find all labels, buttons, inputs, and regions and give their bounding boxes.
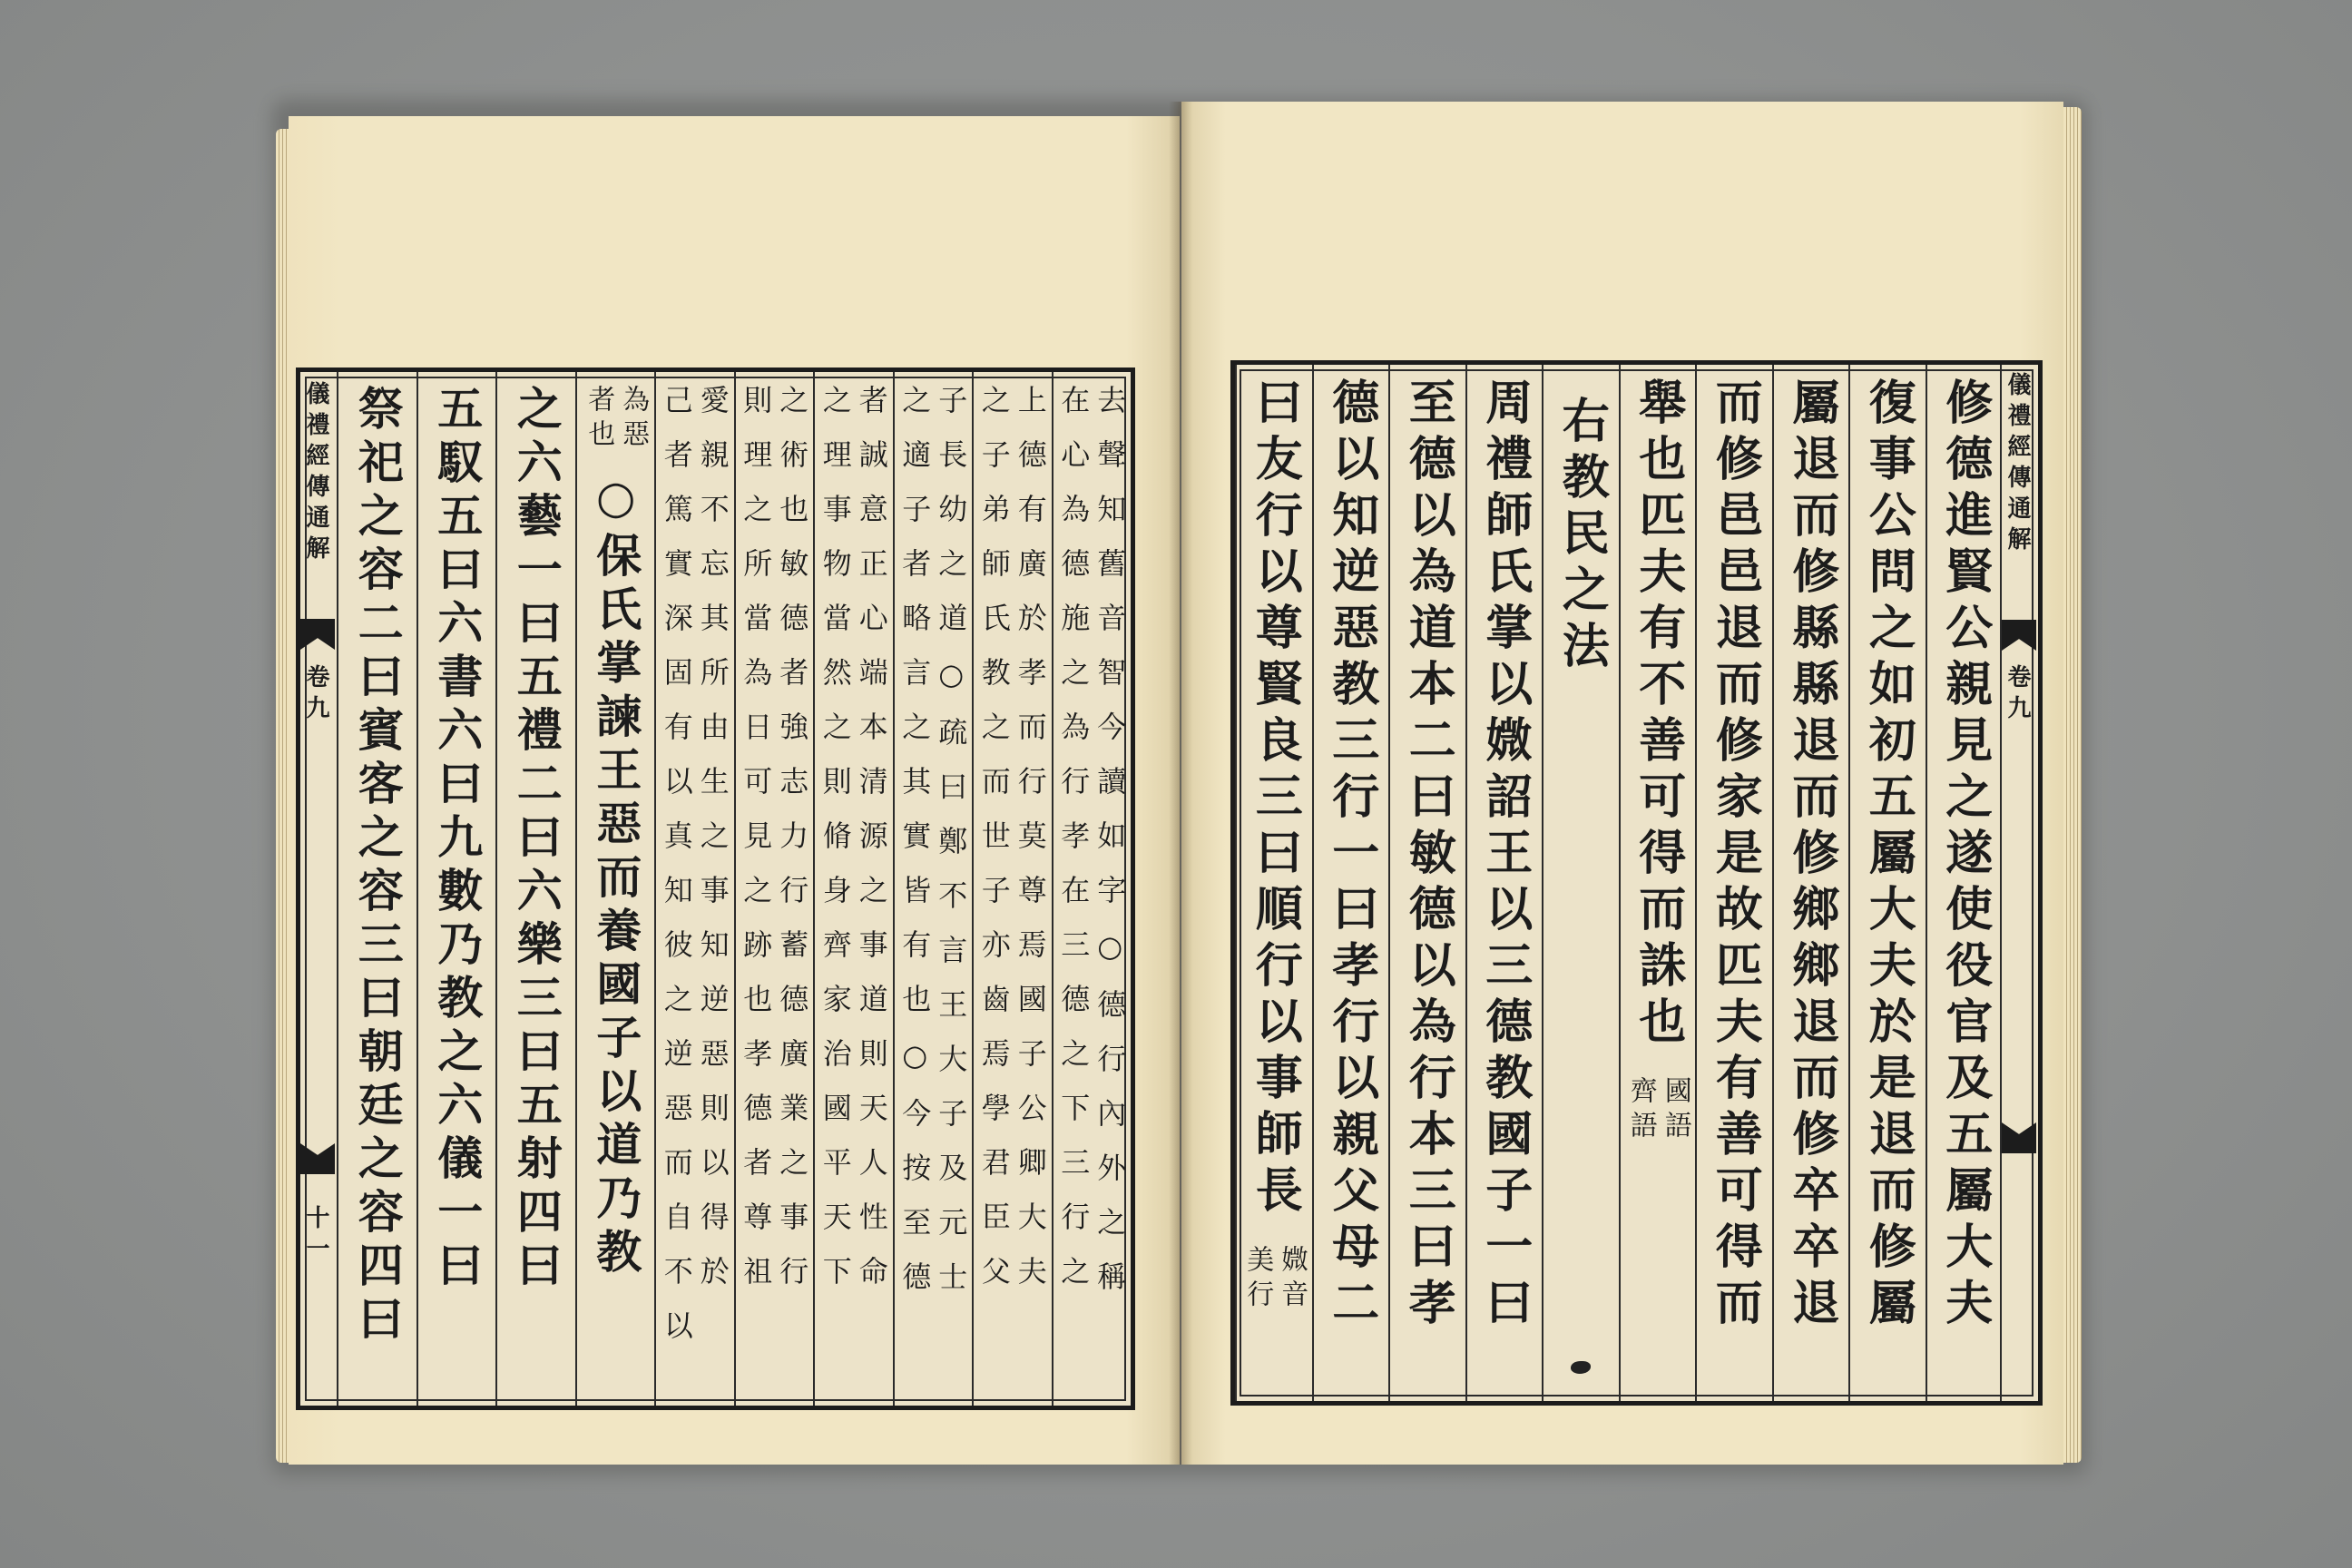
commentary-column (972, 372, 1052, 1406)
text-columns (337, 372, 1131, 1406)
right-text-frame (1230, 360, 2043, 1406)
commentary-pair (976, 385, 1048, 1310)
book-title: 儀禮經傳通解 (302, 381, 329, 566)
fold-margin (300, 372, 338, 1406)
annotation-subcolumn: 媺音 (1276, 1245, 1308, 1314)
main-text: 德以知逆惡教三行一曰孝行以親父母二 (1323, 377, 1379, 1334)
commentary-pair (659, 385, 730, 1365)
commentary-subcolumn: 者誠意正心端本清源之事道則天人性命 (854, 385, 889, 1310)
commentary-subcolumn: 己者篤實深固有以真知彼之逆惡而自不以 (659, 385, 694, 1365)
commentary-subcolumn: 之術也敏德者強志力行蓄德廣業之事行 (775, 385, 810, 1310)
main-text: 之六藝一曰五禮二曰六樂三曰五射四曰 (509, 385, 564, 1295)
text-column (1848, 365, 1926, 1401)
text-column (495, 372, 575, 1406)
commentary-subcolumn: 之子弟師氏教之而世子亦齒焉學君臣父 (976, 385, 1012, 1310)
main-text: 而修邑邑退而修家是故匹夫有善可得而 (1707, 377, 1763, 1334)
text-column (1619, 365, 1696, 1401)
fishtail-mark (300, 1143, 335, 1174)
text-column (1695, 365, 1772, 1401)
commentary-column (734, 372, 814, 1406)
commentary-subcolumn: 上德有廣於孝而行莫尊焉國子公卿大夫 (1013, 385, 1048, 1310)
source-note (1624, 1076, 1691, 1145)
commentary-column (893, 372, 973, 1406)
volume-number: 卷九 (302, 664, 329, 726)
main-text: 五馭五曰六書六曰九數乃教之六儀一曰 (430, 385, 485, 1295)
commentary-subcolumn: 之適子者略言之其實皆有也○今按至德 (897, 385, 933, 1316)
commentary-subcolumn: 愛親不忘其所由生之事知逆惡則以得於 (695, 385, 730, 1310)
text-column (416, 372, 496, 1406)
main-text: 曰友行以尊賢良三曰順行以事師長 (1247, 377, 1303, 1221)
commentary-column (1052, 372, 1132, 1406)
main-text: ○保氏掌諫王惡而養國子以道乃教 (589, 470, 643, 1281)
text-column (1235, 365, 1312, 1401)
main-text: 復事公問之如初五屬大夫於是退而修屬 (1860, 377, 1916, 1334)
book-title: 儀禮經傳通解 (2004, 372, 2031, 557)
fold-margin (2000, 365, 2038, 1401)
commentary-subcolumn: 去聲知舊音智今讀如字○德行內外之稱 (1093, 385, 1128, 1316)
main-text: 修德進賢公親見之遂使役官及五屬大夫 (1936, 377, 1993, 1334)
fishtail-mark (2002, 1122, 2036, 1153)
ink-mark (1571, 1361, 1591, 1374)
text-column (1465, 365, 1543, 1401)
left-page (289, 116, 1180, 1465)
main-text: 至德以為道本二曰敏德以為行本三曰孝 (1400, 377, 1456, 1334)
right-page (1181, 102, 2063, 1465)
text-column (337, 372, 416, 1406)
commentary-subcolumn: 之理事物當然之則脩身齊家治國平天下 (818, 385, 853, 1310)
main-text: 屬退而修縣縣退而修鄉鄉退而修卒卒退 (1783, 377, 1839, 1334)
annotation-subcolumn: 為惡 (617, 385, 650, 454)
left-text-frame (296, 368, 1135, 1410)
commentary-pair (818, 385, 889, 1310)
text-column (1388, 365, 1465, 1401)
commentary-pair (739, 385, 810, 1310)
annotation-subcolumn: 國語 (1659, 1076, 1691, 1145)
commentary-pair (1056, 385, 1128, 1316)
commentary-subcolumn: 則理之所當為日可見之跡也孝德者尊祖 (739, 385, 774, 1310)
main-text: 舉也匹夫有不善可得而誅也 (1630, 377, 1686, 1053)
text-columns (1235, 365, 2002, 1401)
annotation-subcolumn: 齊語 (1624, 1076, 1657, 1145)
section-heading: 右教民之法 (1553, 396, 1610, 677)
volume-number: 卷九 (2004, 664, 2031, 726)
text-column (1772, 365, 1849, 1401)
commentary-subcolumn: 在心為德施之為行孝在三德之下三行之 (1056, 385, 1092, 1310)
main-text: 周禮師氏掌以媺詔王以三德教國子一曰 (1476, 377, 1533, 1334)
text-column (575, 372, 655, 1406)
text-column (1926, 365, 2003, 1401)
annotation-subcolumn: 美行 (1241, 1245, 1274, 1314)
fishtail-mark (2002, 620, 2036, 651)
page-number: 十一 (302, 1205, 329, 1267)
annotation-subcolumn: 者也 (583, 385, 615, 454)
commentary-pair (897, 385, 969, 1316)
annotation-note (583, 385, 650, 454)
commentary-column (654, 372, 734, 1406)
main-text: 祭祀之容二曰賓客之容三曰朝廷之容四曰 (350, 385, 405, 1348)
section-heading-column (1542, 365, 1619, 1401)
pronunciation-note (1241, 1245, 1308, 1314)
fishtail-mark (300, 619, 335, 650)
commentary-column (813, 372, 893, 1406)
text-column (1312, 365, 1389, 1401)
commentary-subcolumn: 子長幼之道○疏曰鄭不言王大子及元士 (934, 385, 969, 1316)
book-gutter (1169, 102, 1192, 1465)
